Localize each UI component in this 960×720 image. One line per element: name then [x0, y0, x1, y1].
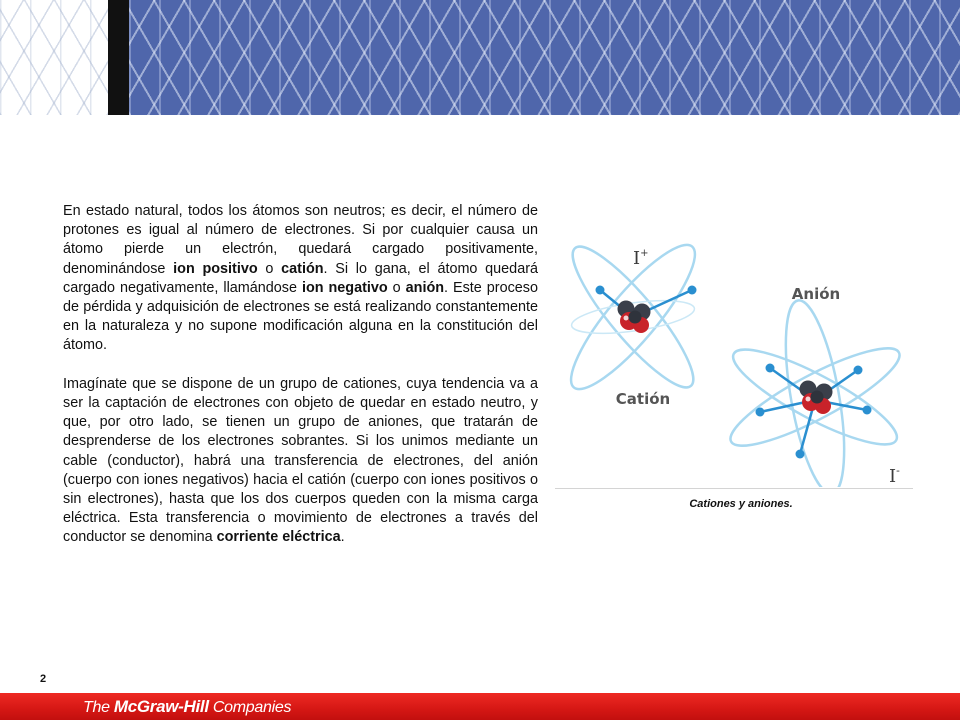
cation-highlight [624, 316, 629, 321]
publisher-logo [83, 697, 291, 717]
paragraph-2 [63, 375, 538, 548]
anion-electron-3 [863, 406, 872, 415]
cation-electron-2 [688, 286, 697, 295]
anion-label: Anión [791, 285, 841, 303]
anion-charge: - [896, 464, 900, 477]
header-black-bar [108, 0, 129, 115]
anion-atom [721, 285, 909, 487]
logo-the: The [83, 699, 114, 716]
footer-bar [0, 693, 960, 720]
cation-label: Catión [615, 390, 671, 408]
body-text [63, 202, 538, 567]
atoms-illustration [555, 222, 913, 487]
cation-symbol-letter: I [633, 248, 641, 269]
p1-text-3: . Si lo gana, el átomo quedará cargado negativamente, llamándose [63, 260, 538, 296]
term-corriente-electrica: corriente eléctrica [216, 529, 341, 546]
logo-companies: Companies [208, 699, 292, 716]
term-ion-negativo: ion negativo [301, 279, 388, 296]
anion-electron-5 [796, 450, 805, 459]
figure-caption: Cationes y aniones. [689, 498, 793, 510]
anion-symbol [889, 464, 900, 487]
cation-symbol [633, 248, 649, 269]
anion-neutron-3 [811, 391, 824, 404]
p2-text-1: Imagínate que se dispone de un grupo de cationes, cuya tendencia va a ser la captación de electrones con objeto de quedar en estado neutro, y que, por otro lado, se tienen un grupo de aniones, que tratarán de desprenderse de los electrones sobrantes. Si los unimos mediante un cable (conductor), habrá una transferencia de electrones, del anión (cuerpo con iones negativos) hacia el catión (cuerpo con iones positivos o sin electrones), hasta que los dos cuerpos queden con la misma carga eléctrica. Esta transferencia o movimiento de electrones a través del conductor se denomina [63, 375, 538, 546]
p1-text-5: . Este proceso de pérdida y adquisición de electrones se está realizando constantemente en la naturaleza y no supone modificación alguna en la constitución del átomo. [63, 279, 538, 354]
header-pattern-left [0, 0, 108, 115]
header-pattern-blue [129, 0, 960, 115]
cation-electron-1 [596, 286, 605, 295]
p1-text-1: En estado natural, todos los átomos son neutros; es decir, el número de protones es igual al número de electrones. Si por cualquier causa un átomo pierde un electrón, quedará cargado positivamente, denominándose [63, 203, 538, 277]
paragraph-1 [63, 202, 538, 356]
p1-text-4: o [387, 279, 406, 296]
anion-electron-2 [854, 366, 863, 375]
cation-neutron-3 [629, 311, 642, 324]
anion-symbol-letter: I [889, 466, 897, 487]
cation-charge: + [640, 248, 649, 259]
p1-text-2: o [257, 260, 282, 277]
term-anion: anión [405, 279, 445, 296]
term-ion-positivo: ion positivo [173, 260, 258, 277]
term-cation: catión [281, 260, 324, 277]
p2-text-2: . [340, 529, 345, 546]
anion-electron-4 [756, 408, 765, 417]
header-banner [0, 0, 960, 115]
anion-electron-1 [766, 364, 775, 373]
page-number: 2 [40, 673, 47, 685]
cation-atom [555, 231, 710, 408]
atoms-figure [555, 222, 913, 489]
logo-brand: McGraw-Hill [113, 697, 209, 716]
anion-highlight [806, 397, 811, 402]
